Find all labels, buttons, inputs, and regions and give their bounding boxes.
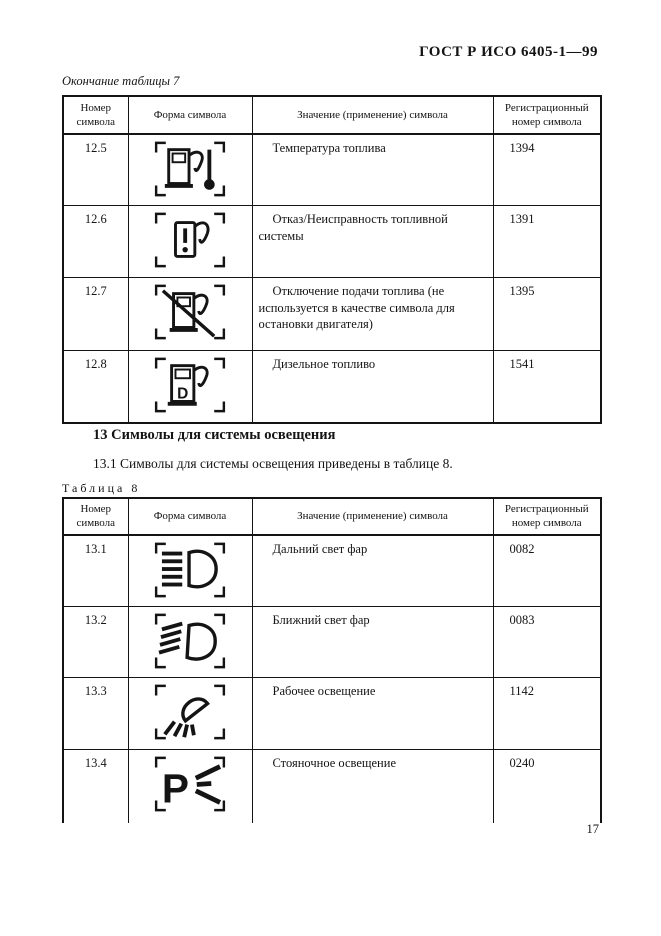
work-light-icon (151, 682, 229, 742)
symbol-number: 13.3 (63, 678, 128, 750)
symbol-reg-number: 1142 (493, 678, 601, 750)
symbol-meaning: Дизельное топливо (252, 351, 493, 423)
symbol-number: 13.4 (63, 750, 128, 823)
symbol-number: 12.6 (63, 206, 128, 278)
symbol-reg-number: 1391 (493, 206, 601, 278)
symbol-reg-number: 1541 (493, 351, 601, 423)
table7-header-row (63, 96, 601, 134)
table-row (63, 206, 601, 278)
symbol-reg-number: 0240 (493, 750, 601, 823)
svg-text:D: D (177, 385, 189, 403)
document-title: ГОСТ Р ИСО 6405-1—99 (419, 44, 598, 60)
col-header-symbol-number: Номер символа (63, 498, 128, 535)
table8-caption: Таблица 8 (62, 481, 141, 495)
table7-continuation-caption: Окончание таблицы 7 (62, 74, 180, 88)
symbol-meaning: Рабочее освещение (252, 678, 493, 750)
parking-light-icon (151, 754, 229, 814)
col-header-symbol-meaning: Значение (применение) символа (252, 96, 493, 134)
table-row (63, 134, 601, 206)
symbol-meaning: Температура топлива (252, 134, 493, 206)
fuel-cutoff-icon (151, 282, 229, 342)
symbol-form-cell (128, 535, 252, 607)
svg-text:P: P (161, 765, 190, 812)
symbol-form-cell (128, 134, 252, 206)
symbol-number: 12.5 (63, 134, 128, 206)
symbol-form-cell (128, 678, 252, 750)
symbol-number: 12.8 (63, 351, 128, 423)
symbol-meaning: Дальний свет фар (252, 535, 493, 607)
symbol-meaning: Отключение подачи топлива (не используется в качестве символа для остановки двигателя) (252, 278, 493, 351)
table-row (63, 750, 601, 823)
symbol-reg-number: 0082 (493, 535, 601, 607)
fuel-failure-icon (151, 210, 229, 270)
col-header-symbol-reg: Регистрационный номер символа (493, 96, 601, 134)
col-header-symbol-meaning: Значение (применение) символа (252, 498, 493, 535)
symbol-number: 13.1 (63, 535, 128, 607)
page-number: 17 (586, 822, 599, 836)
table-row (63, 278, 601, 351)
symbol-number: 13.2 (63, 606, 128, 677)
symbol-form-cell (128, 750, 252, 823)
symbol-meaning: Отказ/Неисправность топливной системы (252, 206, 493, 278)
symbol-form-cell (128, 278, 252, 351)
symbol-reg-number: 1394 (493, 134, 601, 206)
col-header-symbol-reg: Регистрационный номер символа (493, 498, 601, 535)
symbol-reg-number: 1395 (493, 278, 601, 351)
col-header-symbol-number: Номер символа (63, 96, 128, 134)
table-row (63, 678, 601, 750)
symbol-reg-number: 0083 (493, 606, 601, 677)
table7 (62, 95, 602, 424)
table-row (63, 606, 601, 677)
fuel-temperature-icon (151, 139, 229, 199)
symbol-meaning: Стояночное освещение (252, 750, 493, 823)
table8-header-row (63, 498, 601, 535)
table-row (63, 535, 601, 607)
symbol-meaning: Ближний свет фар (252, 606, 493, 677)
table-row (63, 351, 601, 423)
low-beam-icon (151, 611, 229, 671)
table8 (62, 497, 602, 823)
section-paragraph: 13.1 Символы для системы освещения приведены в таблице 8. (93, 456, 453, 471)
symbol-number: 12.7 (63, 278, 128, 351)
diesel-fuel-icon (151, 355, 229, 415)
symbol-form-cell (128, 206, 252, 278)
col-header-symbol-form: Форма символа (128, 96, 252, 134)
high-beam-icon (151, 540, 229, 600)
col-header-symbol-form: Форма символа (128, 498, 252, 535)
symbol-form-cell (128, 606, 252, 677)
section-heading: 13 Символы для системы освещения (93, 427, 336, 443)
symbol-form-cell (128, 351, 252, 423)
